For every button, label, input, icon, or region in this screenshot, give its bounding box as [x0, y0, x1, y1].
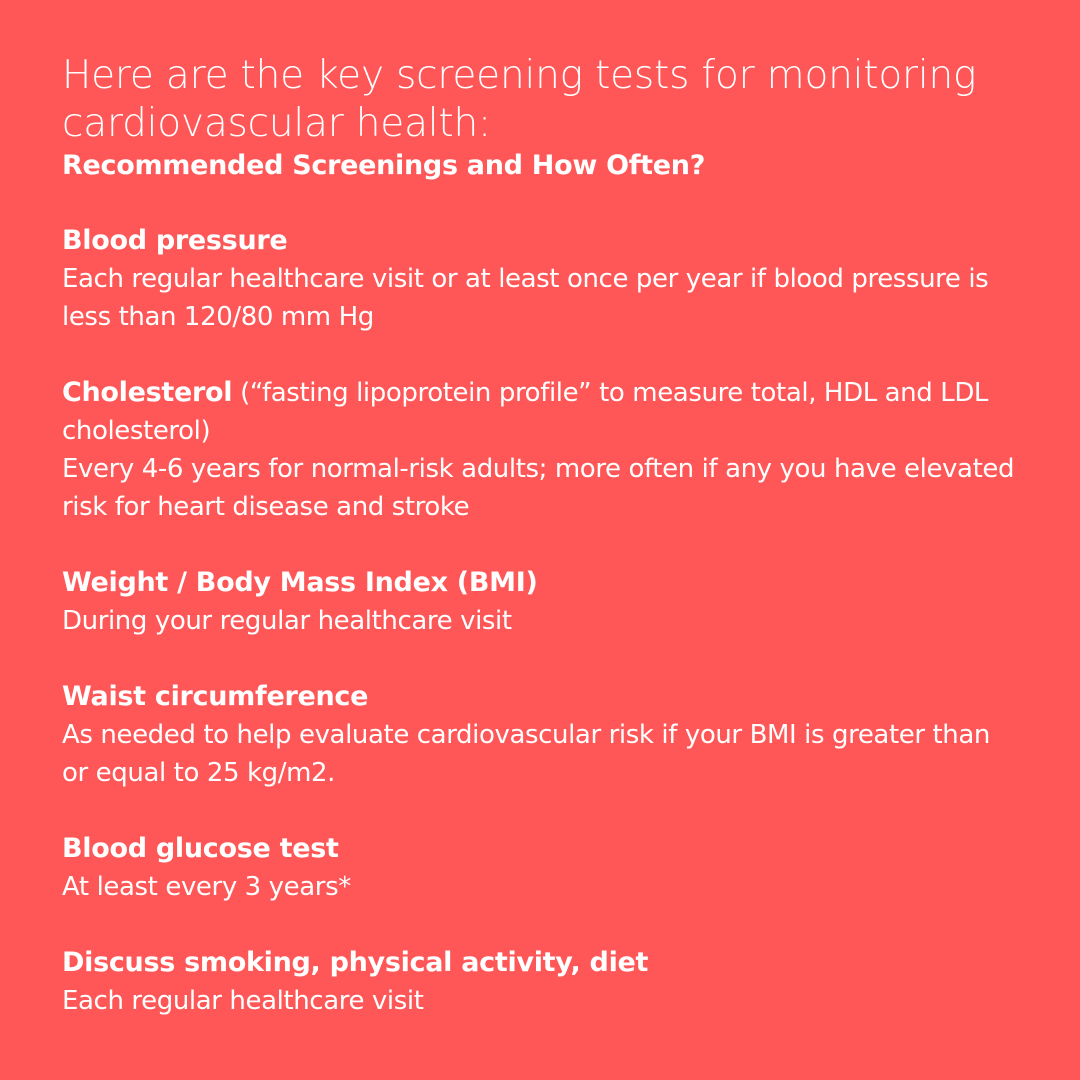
section-lifestyle-discussion	[62, 944, 1018, 1020]
section-blood-glucose	[62, 830, 1018, 906]
section-title: Waist circumference	[62, 681, 369, 712]
subtitle: Recommended Screenings and How Often?	[62, 150, 706, 181]
section-title: Weight / Body Mass Index (BMI)	[62, 567, 538, 598]
section-title: Blood pressure	[62, 225, 288, 256]
section-body: During your regular healthcare visit	[62, 606, 512, 636]
section-body: At least every 3 years*	[62, 872, 351, 902]
section-cholesterol	[62, 374, 1018, 526]
section-body: Every 4-6 years for normal-risk adults; more often if any you have elevated risk for heart disease and stroke	[62, 454, 1015, 522]
section-body: Each regular healthcare visit or at least once per year if blood pressure is less than 120/80 mm Hg	[62, 264, 989, 332]
section-title: Cholesterol	[62, 377, 233, 408]
section-title-line	[62, 374, 1018, 450]
section-blood-pressure	[62, 222, 1018, 336]
section-waist-circumference	[62, 678, 1018, 792]
section-title-note: (“fasting lipoprotein profile” to measure total, HDL and LDL cholesterol)	[62, 378, 989, 446]
section-title: Discuss smoking, physical activity, diet	[62, 947, 649, 978]
intro-heading: Here are the key screening tests for monitoring cardiovascular health:	[62, 53, 977, 146]
section-body: Each regular healthcare visit	[62, 986, 424, 1016]
section-weight-bmi	[62, 564, 1018, 640]
section-title: Blood glucose test	[62, 833, 339, 864]
section-body: As needed to help evaluate cardiovascular risk if your BMI is greater than or equal to 25 kg/m2.	[62, 720, 990, 788]
